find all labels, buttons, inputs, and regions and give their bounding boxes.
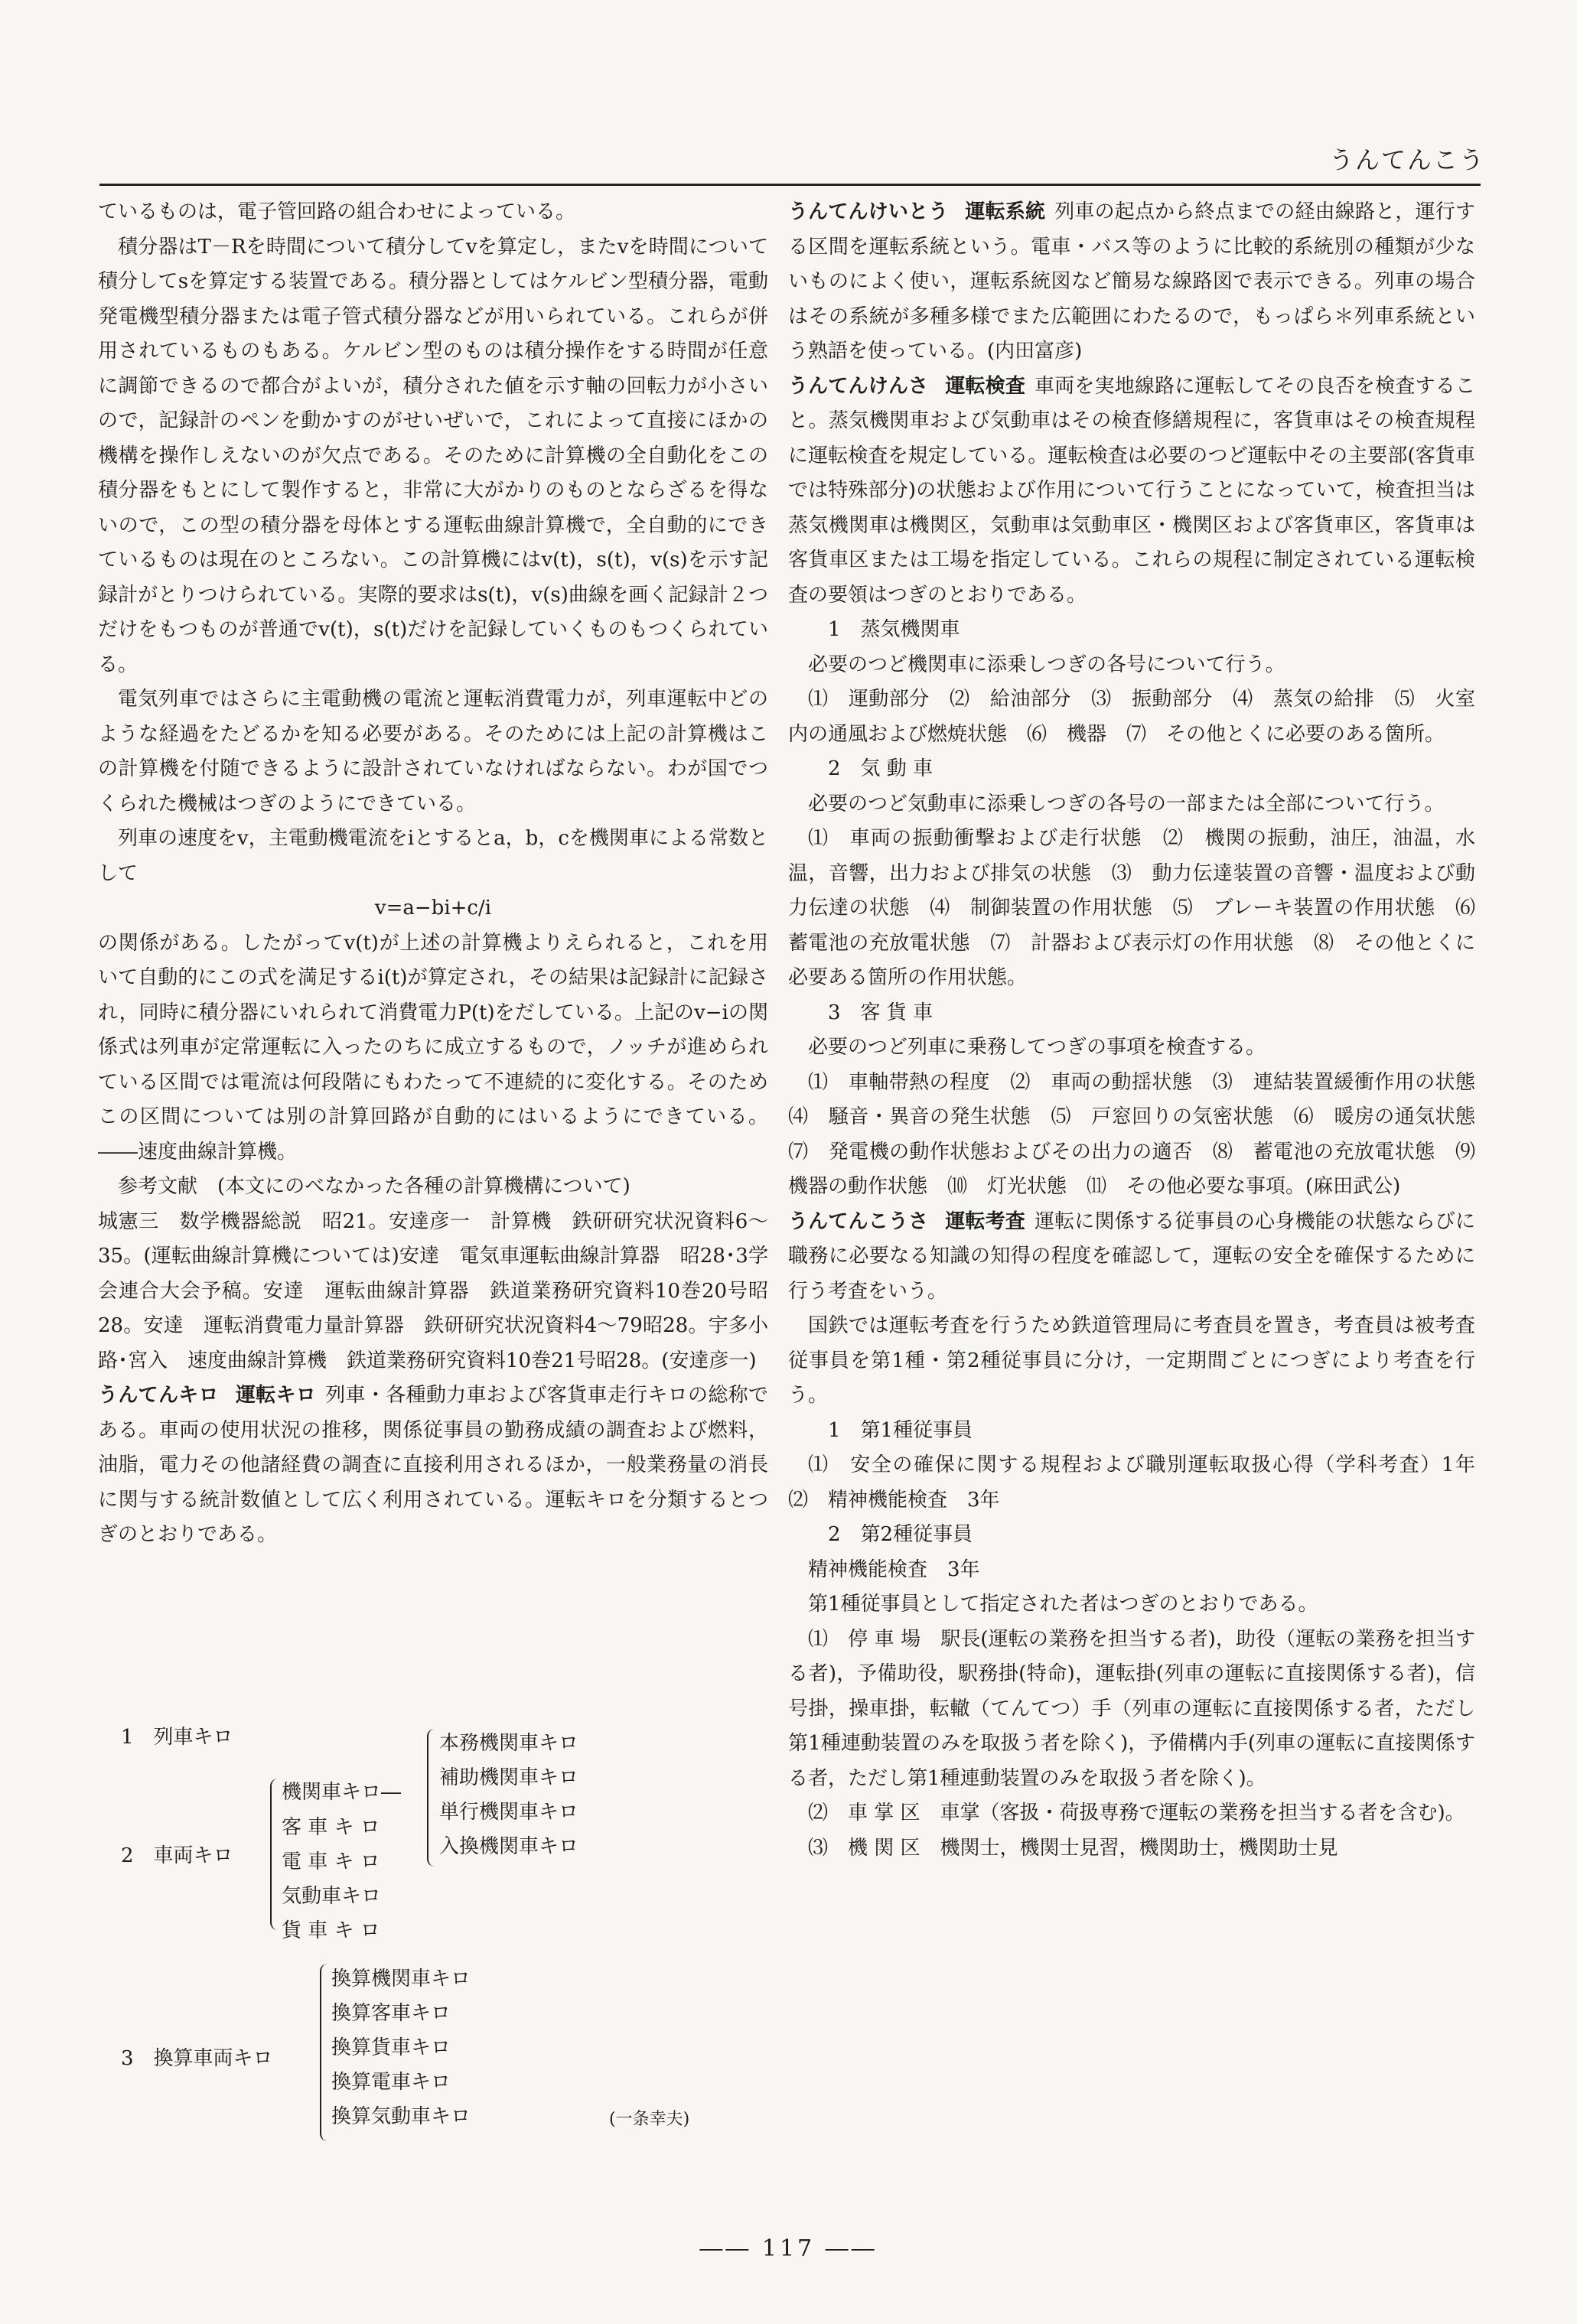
entry-body: 運転に関係する従事員の心身機能の状態ならびに職務に必要なる知識の知得の程度を確認して，運転の安全を確保するために行う考査をいう。 [788,1209,1475,1303]
paragraph: ⑴ 安全の確保に関する規程および職別運転取扱心得（学科考査）1年 ⑵ 精神機能検査 3年 [788,1453,1496,1512]
brace [320,1964,332,2141]
paragraph: 3 客 貨 車 [828,1001,933,1024]
paragraph: ⑶ 機 関 区 機関士，機関士見習，機関助士，機関助士見 [808,1836,1338,1860]
dictionary-entry [788,1205,1475,1310]
paragraph: 必要のつど列車に乗務してつぎの事項を検査する。 [808,1036,1266,1059]
brace [270,1779,282,1930]
tree-item-kansan-kyakusha: 換算客車キロ [331,2002,451,2025]
paragraph: 電気列車ではさらに主電動機の電流と運転消費電力が，列車運転中どのような経過をたどるかを知る必要がある。そのためには上記の計算機はこの計算機を付随できるように設計されていなければならない。わが国でつくられた機械はつぎのようにできている。 [98,688,768,815]
headword-kanji: 運転検査 [945,374,1026,398]
paragraph: ⑴ 車両の振動衝撃および走行状態 ⑵ 機関の振動，油圧，油温，水温，音響，出力および排気の状態 ⑶ 動力伝達装置の音響・温度および動力伝達の状態 ⑷ 制御装置の作用状態 ⑸ ブレーキ装置の作用状態 ⑹ 蓄電池の充放電状態 ⑺ 計器および表示灯の作用状態 ⑻ その他とくに必要ある箇所の作用状態。 [788,827,1496,989]
entry-body: 車両を実地線路に運転してその良否を検査すること。蒸気機関車および気動車はその検査修繕規程に，客貨車はその検査規程に運転検査を規定している。運転検査は必要のつど運転中その主要部(客貨車では特殊部分)の状態および作用について行うことになっていて，検査担当は蒸気機関車は機関区，気動車は気動車区・機関区および客貨車区，客貨車は客貨車区または工場を指定している。これらの規程に制定されている運転検査の要領はつぎのとおりである。 [788,374,1475,607]
headword-kanji: 運転キロ [235,1384,317,1407]
kiro-classification-tree [98,1725,771,2153]
paragraph: ているものは，電子管回路の組合わせによっている。 [98,200,576,223]
headword-kanji: 運転系統 [965,200,1046,223]
dictionary-entry [788,195,1475,369]
paragraph: の関係がある。したがってv(t)が上述の計算機よりえられると，これを用いて自動的にこの式を満足するi(t)が算定され，その結果は記録計に記録され，同時に積分器にいれられて消費電力P(t)をだしている。上記のv−iの関係式は列車が定常運転に入ったのちに成立するもので，ノッチが進められている区間では電流は何段階にもわたって不連続的に変化する。そのためこの区間については別の計算回路が自動的にはいるようにできている。――速度曲線計算機。 [98,931,768,1164]
tree-item-hojo: 補助機関車キロ [439,1766,579,1789]
author-credit: (一条幸夫) [609,2110,690,2129]
tree-item-kidosha: 気動車キロ [282,1885,382,1908]
formula: v=a−bi+c/i [374,897,492,920]
paragraph: 第1種従事員として指定された者はつぎのとおりである。 [808,1593,1318,1616]
paragraph: ⑴ 車軸帯熱の程度 ⑵ 車両の動揺状態 ⑶ 連結装置緩衝作用の状態 ⑷ 騒音・異音の発生状態 ⑸ 戸窓回りの気密状態 ⑹ 暖房の通気状態 ⑺ 発電機の動作状態およびその出力の適否 ⑻ 蓄電池の充放電状態 ⑼ 機器の動作状態 ⑽ 灯光状態 ⑾ その他必要な事項。(麻田武公) [788,1070,1496,1198]
page-number: ―― 117 ―― [699,2235,878,2262]
headword-kanji: 運転考査 [945,1209,1026,1233]
headword-kana: うんてんこうさ [788,1209,929,1233]
paragraph: 積分器はT－Rを時間について積分してvを算定し，またvを時間について積分してsを算定する装置である。積分器としてはケルビン型積分器，電動発電機型積分器または電子管式積分器などが用いられている。これらが併用されているものもある。ケルビン型のものは積分操作をする時間が任意に調節できるので都合がよいが，積分された値を示す軸の回転力が小さいので，記録計のペンを動かすのがせいぜいで，これによって直接にほかの機構を操作しえないのが欠点である。そのために計算機の全自動化をこの積分器をもとにして製作すると，非常に大がかりのものとならざるを得ないので，この型の積分器を母体とする運転曲線計算機で，全自動的にできているものは現在のところない。この計算機にはv(t)，s(t)，v(s)を示す記録計がとりつけられている。実際的要求はs(t)，v(s)曲線を画く記録計２つだけをもつものが普通でv(t)，s(t)だけを記録していくものもつくられている。 [98,235,768,676]
headword-kana: うんてんけいとう [788,200,949,223]
tree-item-kansan-kidosha: 換算気動車キロ [331,2105,471,2128]
paragraph: ⑵ 車 掌 区 車掌（客扱・荷扱専務で運転の業務を担当する者を含む)。 [808,1802,1465,1824]
paragraph: ⑴ 停 車 場 駅長(運転の業務を担当する者)，助役（運転の業務を担当する者)，予備助役，駅務掛(特命)，運転掛(列車の運転に直接関係する者)，信号掛，操車掛，転轍（てんてつ）手（列車の運転に直接関係する者，ただし第1種連動装置のみを取扱う者を除く)，予備構内手(列車の運転に直接関係する者，ただし第1種連動装置のみを取扱う者を除く)。 [788,1627,1475,1790]
tree-item-kikansha: 機関車キロ― [282,1781,402,1804]
tree-item-densha: 電 車 キ ロ [282,1850,380,1873]
right-column [788,195,1496,1866]
tree-item-honmu: 本務機関車キロ [439,1732,579,1755]
tree-item-kansan-kikansha: 換算機関車キロ [331,1968,471,1990]
tree-item-kansan-densha: 換算電車キロ [331,2071,451,2094]
paragraph: 1 第1種従事員 [828,1418,973,1442]
tree-item-irekae: 入換機関車キロ [439,1835,579,1858]
running-head: うんてんこう [1328,145,1485,174]
paragraph: 精神機能検査 3年 [808,1557,980,1581]
paragraph: 1 蒸気機関車 [828,618,960,641]
entry-body: 列車の起点から終点までの経由線路と，運行する区間を運転系統という。電車・バス等のように比較的系統別の種類が少ないものによく使い，運転系統図など簡易な線路図で表示できる。列車の場合はその系統が多種多様でまた広範囲にわたるので，もっぱら＊列車系統という熟語を使っている。(内田富彦) [788,200,1475,363]
tree-item-kansan: 3 換算車両キロ [121,2047,273,2070]
references-heading: 参考文献 (本文にのべなかった各種の計算機構について) [118,1175,630,1198]
tree-item-kasha: 貨 車 キ ロ [282,1919,380,1942]
header-rule [99,184,1481,186]
paragraph: 必要のつど気動車に添乗しつぎの各号の一部または全部について行う。 [808,792,1445,815]
references: 城憲三 数学機器総説 昭21。安達彦一 計算機 鉄研研究状況資料6～35。(運転曲線計算機については)安達 電気車運転曲線計算器 昭28･3学会連合大会予稿。安達 運転曲線計算器 鉄道業務研究資料10巻20号昭28。安達 運転消費電力量計算器 鉄研研究状況資料4～79昭28。宇多小路･宮入 速度曲線計算機 鉄道業務研究資料10巻21号昭28。(安達彦一) [98,1209,768,1372]
entry-body: 列車・各種動力車および客貨車走行キロの総称である。車両の使用状況の推移，関係従事員の勤務成績の調査および燃料，油脂，電力その他諸経費の調査に直接利用されるほか，一般業務量の消長に関与する統計数値として広く利用されている。運転キロを分類するとつぎのとおりである。 [98,1384,768,1546]
left-column [98,195,768,1553]
tree-item-ressha: 1 列車キロ [121,1726,233,1749]
paragraph: 国鉄では運転考査を行うため鉄道管理局に考査員を置き，考査員は被考査従事員を第1種・第2種従事員に分け，一定期間ごとにつぎにより考査を行う。 [788,1314,1475,1407]
paragraph: 列車の速度をv，主電動機電流をiとするとa，b，cを機関車による常数として [98,827,768,885]
tree-item-kyakusha: 客 車 キ ロ [282,1816,380,1839]
headword-kana: うんてんけんさ [788,374,929,398]
tree-item-tanko: 単行機関車キロ [439,1801,579,1824]
paragraph: 2 第2種従事員 [828,1523,973,1546]
brace [427,1729,439,1867]
paragraph: ⑴ 運動部分 ⑵ 給油部分 ⑶ 振動部分 ⑷ 蒸気の給排 ⑸ 火室内の通風および燃焼状態 ⑹ 機器 ⑺ その他とくに必要のある箇所。 [788,688,1475,746]
tree-item-sharyo: 2 車両キロ [121,1844,233,1867]
dictionary-entry [788,369,1475,614]
paragraph: 必要のつど機関車に添乗しつぎの各号について行う。 [808,653,1285,676]
entry-unten-kiro [98,1378,768,1553]
tree-item-kansan-kasha: 換算貨車キロ [331,2036,451,2059]
headword-kana: うんてんキロ [98,1384,219,1407]
paragraph: 2 気 動 車 [828,757,933,780]
